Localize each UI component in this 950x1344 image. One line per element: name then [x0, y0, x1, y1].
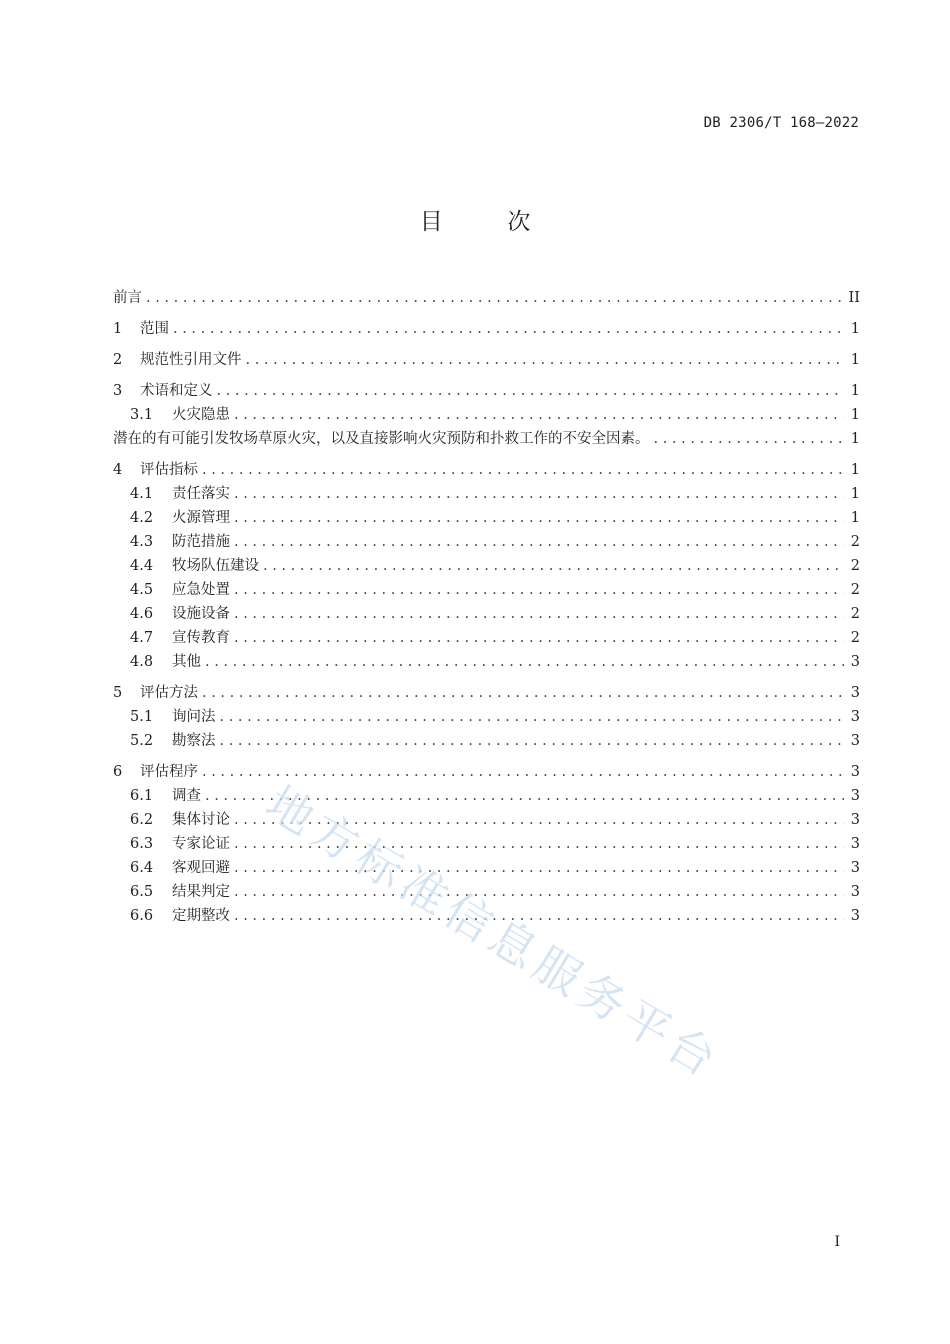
toc-entry-label	[113, 650, 201, 674]
toc-dot-leader	[234, 856, 844, 880]
toc-entry[interactable]	[113, 286, 860, 310]
toc-entry-number: 6.2	[130, 812, 154, 828]
toc-entry-label	[113, 578, 230, 602]
toc-entry[interactable]	[113, 530, 860, 554]
toc-entry-page: 1	[850, 321, 860, 337]
toc-entry-page: 1	[850, 462, 860, 478]
toc-entry-text: 潜在的有可能引发牧场草原火灾，以及直接影响火灾预防和扑救工作的不安全因素。	[113, 431, 650, 447]
toc-dot-leader	[234, 808, 844, 832]
toc-entry-label	[113, 317, 169, 341]
toc-entry[interactable]	[113, 880, 860, 904]
toc-entry-label	[113, 530, 230, 554]
toc-entry-number: 6.1	[130, 788, 154, 804]
toc-entry-number: 6.4	[130, 860, 154, 876]
toc-entry-text: 评估方法	[140, 685, 198, 701]
toc-entry-page: 3	[850, 654, 860, 670]
toc-dot-leader	[234, 880, 844, 904]
toc-entry-number: 5.1	[130, 709, 154, 725]
toc-entry-text: 询问法	[172, 709, 216, 725]
toc-entry[interactable]	[113, 506, 860, 530]
toc-entry[interactable]	[113, 554, 860, 578]
toc-entry[interactable]	[113, 458, 860, 482]
toc-entry-page: 3	[850, 860, 860, 876]
toc-entry-page: 3	[850, 733, 860, 749]
title-char-2: 次	[507, 209, 531, 235]
toc-entry-page: 1	[850, 510, 860, 526]
toc-dot-leader	[234, 602, 844, 626]
toc-entry-text: 规范性引用文件	[140, 352, 242, 368]
toc-entry[interactable]	[113, 348, 860, 372]
toc-entry-number: 6.5	[130, 884, 154, 900]
document-code: DB 2306/T 168—2022	[703, 115, 859, 131]
toc-entry-label	[113, 379, 213, 403]
toc-entry-label	[113, 286, 142, 310]
toc-entry-number: 3	[113, 383, 123, 399]
toc-entry-page: 3	[850, 884, 860, 900]
toc-entry-number: 4.6	[130, 606, 154, 622]
toc-entry-page: 2	[850, 558, 860, 574]
toc-entry-page: 1	[850, 486, 860, 502]
toc-entry-text: 调查	[172, 788, 201, 804]
toc-entry-text: 范围	[140, 321, 169, 337]
toc-entry[interactable]	[113, 808, 860, 832]
table-of-contents	[113, 286, 860, 928]
toc-entry-page: 3	[850, 836, 860, 852]
toc-entry[interactable]	[113, 681, 860, 705]
toc-entry[interactable]	[113, 626, 860, 650]
toc-entry-label	[113, 458, 198, 482]
toc-entry-text: 牧场队伍建设	[172, 558, 259, 574]
toc-entry-text: 前言	[113, 290, 142, 306]
toc-entry-label	[113, 856, 230, 880]
toc-entry-text: 设施设备	[172, 606, 230, 622]
toc-dot-leader	[205, 784, 844, 808]
toc-dot-leader	[234, 904, 844, 928]
toc-dot-leader	[246, 348, 845, 372]
toc-entry-page: 3	[850, 788, 860, 804]
toc-entry-page: 3	[850, 764, 860, 780]
toc-entry-number: 4.5	[130, 582, 154, 598]
toc-entry[interactable]	[113, 427, 860, 451]
toc-entry-text: 火灾隐患	[172, 407, 230, 423]
toc-entry-number: 4.8	[130, 654, 154, 670]
toc-entry[interactable]	[113, 904, 860, 928]
toc-entry-number: 6	[113, 764, 123, 780]
toc-entry-page: 3	[850, 812, 860, 828]
toc-dot-leader	[217, 379, 845, 403]
toc-entry-label	[113, 348, 242, 372]
toc-entry[interactable]	[113, 832, 860, 856]
toc-entry[interactable]	[113, 856, 860, 880]
toc-entry-text: 客观回避	[172, 860, 230, 876]
toc-entry-page: 1	[850, 431, 860, 447]
toc-entry[interactable]	[113, 379, 860, 403]
toc-entry[interactable]	[113, 317, 860, 341]
toc-entry-number: 5	[113, 685, 123, 701]
toc-dot-leader	[234, 506, 844, 530]
toc-entry-label	[113, 626, 230, 650]
toc-dot-leader	[234, 530, 844, 554]
toc-entry-label	[113, 808, 230, 832]
toc-entry-number: 3.1	[130, 407, 154, 423]
toc-dot-leader	[146, 286, 844, 310]
toc-dot-leader	[234, 482, 844, 506]
toc-entry-text: 术语和定义	[140, 383, 213, 399]
toc-dot-leader	[234, 832, 844, 856]
toc-entry[interactable]	[113, 729, 860, 753]
toc-entry-label	[113, 904, 230, 928]
toc-entry-text: 火源管理	[172, 510, 230, 526]
toc-dot-leader	[220, 705, 845, 729]
toc-entry-label	[113, 832, 230, 856]
toc-dot-leader	[205, 650, 844, 674]
toc-dot-leader	[202, 681, 844, 705]
toc-entry-label	[113, 554, 259, 578]
toc-dot-leader	[234, 578, 844, 602]
toc-entry-number: 1	[113, 321, 123, 337]
toc-entry-label	[113, 784, 201, 808]
toc-entry-page: 2	[850, 534, 860, 550]
toc-entry[interactable]	[113, 705, 860, 729]
toc-entry[interactable]	[113, 578, 860, 602]
toc-entry[interactable]	[113, 760, 860, 784]
toc-entry-text: 应急处置	[172, 582, 230, 598]
toc-entry-text: 集体讨论	[172, 812, 230, 828]
page-number: I	[834, 1234, 840, 1250]
toc-entry-page: 3	[850, 709, 860, 725]
toc-entry-text: 评估指标	[140, 462, 198, 478]
toc-entry-label	[113, 506, 230, 530]
toc-entry-number: 4.7	[130, 630, 154, 646]
toc-dot-leader	[654, 427, 845, 451]
toc-entry-label	[113, 403, 230, 427]
toc-dot-leader	[234, 626, 844, 650]
toc-entry-text: 责任落实	[172, 486, 230, 502]
toc-entry-page: 2	[850, 582, 860, 598]
toc-entry-page: 2	[850, 606, 860, 622]
toc-entry[interactable]	[113, 482, 860, 506]
toc-entry-number: 4.2	[130, 510, 154, 526]
toc-entry-number: 5.2	[130, 733, 154, 749]
toc-entry-label	[113, 681, 198, 705]
toc-dot-leader	[220, 729, 845, 753]
toc-entry-number: 4	[113, 462, 123, 478]
toc-entry-text: 其他	[172, 654, 201, 670]
toc-entry[interactable]	[113, 784, 860, 808]
toc-entry-label	[113, 602, 230, 626]
toc-dot-leader	[202, 458, 844, 482]
toc-entry-page: 1	[850, 407, 860, 423]
toc-entry-text: 定期整改	[172, 908, 230, 924]
watermark: 地方标准信息服务平台	[256, 775, 731, 1090]
toc-entry-number: 6.3	[130, 836, 154, 852]
toc-entry-text: 宣传教育	[172, 630, 230, 646]
toc-entry-text: 防范措施	[172, 534, 230, 550]
toc-entry-page: 3	[850, 685, 860, 701]
toc-entry-page: II	[848, 290, 860, 306]
toc-entry-text: 评估程序	[140, 764, 198, 780]
toc-entry-label	[113, 482, 230, 506]
toc-entry-label	[113, 705, 216, 729]
toc-dot-leader	[202, 760, 844, 784]
toc-entry-text: 专家论证	[172, 836, 230, 852]
toc-entry-label	[113, 729, 216, 753]
toc-entry-number: 4.4	[130, 558, 154, 574]
toc-entry-text: 勘察法	[172, 733, 216, 749]
toc-entry-page: 3	[850, 908, 860, 924]
toc-dot-leader	[234, 403, 844, 427]
page-title	[0, 203, 950, 236]
toc-entry-number: 4.1	[130, 486, 154, 502]
toc-dot-leader	[263, 554, 844, 578]
toc-entry-number: 2	[113, 352, 123, 368]
toc-entry-page: 2	[850, 630, 860, 646]
toc-entry-number: 4.3	[130, 534, 154, 550]
toc-entry-page: 1	[850, 383, 860, 399]
toc-entry[interactable]	[113, 403, 860, 427]
toc-entry-number: 6.6	[130, 908, 154, 924]
toc-entry-label	[113, 760, 198, 784]
toc-dot-leader	[173, 317, 844, 341]
toc-entry[interactable]	[113, 650, 860, 674]
toc-entry-text: 结果判定	[172, 884, 230, 900]
toc-entry-page: 1	[850, 352, 860, 368]
toc-entry[interactable]	[113, 602, 860, 626]
title-char-1: 目	[419, 209, 443, 235]
toc-entry-label	[113, 880, 230, 904]
toc-entry-label	[113, 427, 650, 451]
